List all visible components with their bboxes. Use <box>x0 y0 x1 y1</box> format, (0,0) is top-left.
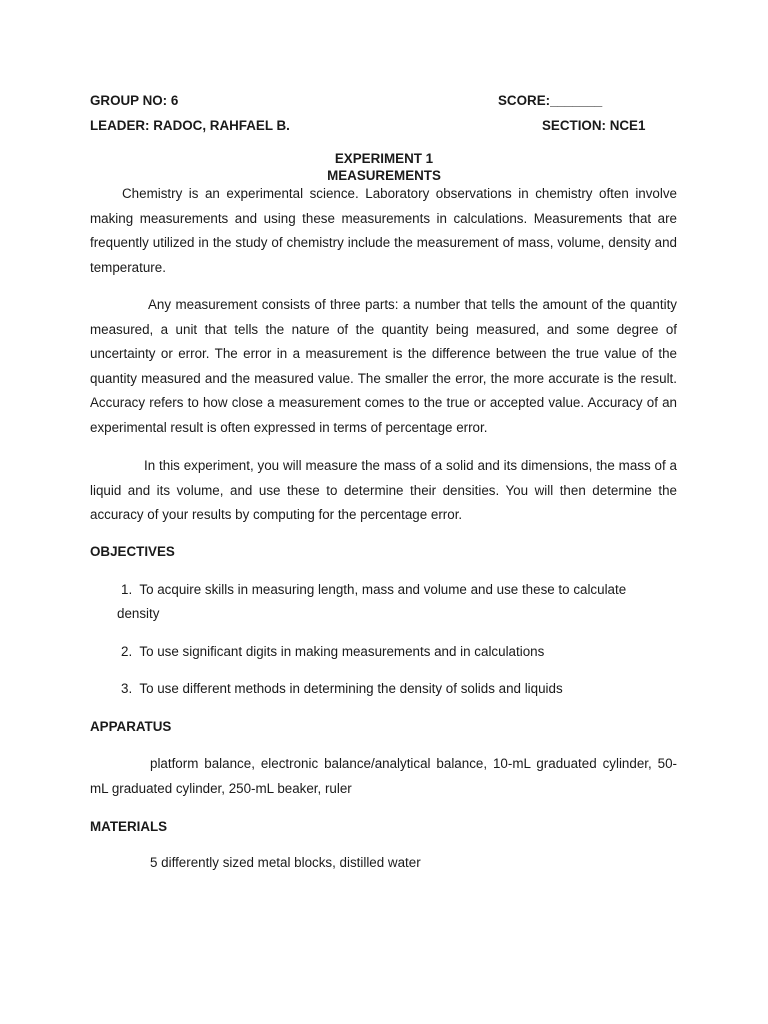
leader-name: LEADER: RADOC, RAHFAEL B. <box>90 118 290 133</box>
apparatus-heading: APPARATUS <box>90 719 172 734</box>
score-field: SCORE:_______ <box>498 93 603 108</box>
intro-paragraph-3: In this experiment, you will measure the mass of a solid and its dimensions, the mass of a liquid and its volume, and use these to determine their densities. You will then determine the accuracy of your results by computing for the percentage error. <box>90 458 677 523</box>
intro-paragraph-1: Chemistry is an experimental science. Laboratory observations in chemistry often involve making measurements and using these measurements in calculations. Measurements that are frequently utilized in the study of chemistry include the measurement of mass, volume, density and temperature. <box>90 186 677 275</box>
section-code: SECTION: NCE1 <box>542 118 646 133</box>
group-number: GROUP NO: 6 <box>90 93 179 108</box>
objectives-heading: OBJECTIVES <box>90 544 175 559</box>
apparatus-list: platform balance, electronic balance/analytical balance, 10-mL graduated cylinder, 50-mL graduated cylinder, 250-mL beaker, ruler <box>90 756 677 796</box>
objective-text: To acquire skills in measuring length, mass and volume and use these to calculate density <box>117 582 627 621</box>
intro-paragraph-2: Any measurement consists of three parts: a number that tells the amount of the quantity measured, a unit that tells the nature of the quantity being measured, and some degree of uncertainty or error. The error in a measurement is the difference between the true value of the quantity measured and the measured value. The smaller the error, the more accurate is the result. Accuracy refers to how close a measurement comes to the true or accepted value. Accuracy of an experimental result is often expressed in terms of percentage error. <box>90 297 677 435</box>
objective-number: 3. <box>121 681 133 696</box>
experiment-title <box>0 150 768 184</box>
objective-number: 1. <box>121 582 133 597</box>
objective-item-3 <box>117 677 657 701</box>
objective-text: To use significant digits in making measurements and in calculations <box>139 644 545 659</box>
objective-number: 2. <box>121 644 133 659</box>
objective-item-2 <box>117 640 657 664</box>
materials-list: 5 differently sized metal blocks, distilled water <box>150 855 421 870</box>
materials-heading: MATERIALS <box>90 819 168 834</box>
experiment-number: EXPERIMENT 1 <box>334 151 434 166</box>
objective-text: To use different methods in determining the density of solids and liquids <box>139 681 563 696</box>
objective-item-1 <box>117 578 657 625</box>
experiment-name: MEASUREMENTS <box>327 168 441 183</box>
